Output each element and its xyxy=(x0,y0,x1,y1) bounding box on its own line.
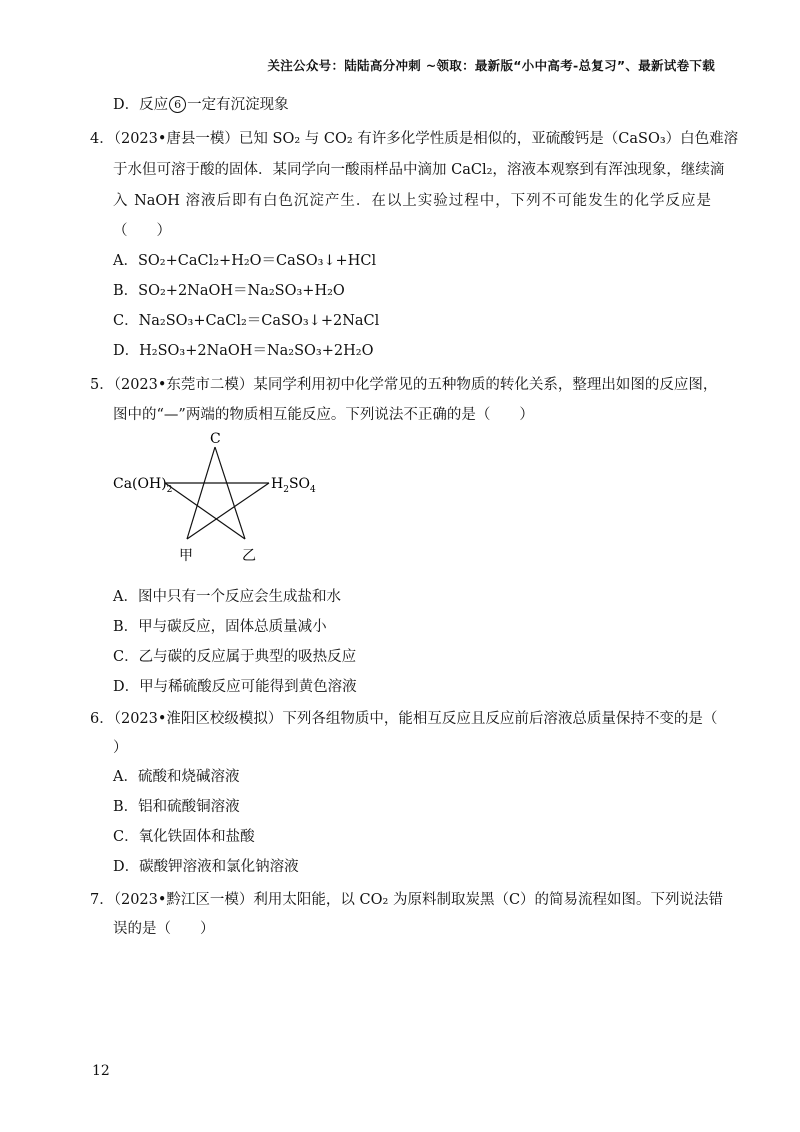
prev-option-d-pre: D．反应 xyxy=(113,97,169,113)
q7-stem-line-2: 误的是（ ） xyxy=(113,921,215,937)
label-h2so4 xyxy=(271,476,316,495)
line-caoh2-yi xyxy=(165,483,245,539)
label-c: C xyxy=(210,431,221,447)
label-h2so4-sub2: 4 xyxy=(310,485,316,495)
q6-stem-line-2: ） xyxy=(113,740,128,756)
q5-stem-line-2: 图中的“—”两端的物质相互能反应。下列说法不正确的是（ ） xyxy=(113,407,534,423)
q6-option-d: D．碳酸钾溶液和氯化钠溶液 xyxy=(113,859,299,875)
q4-stem-line-2: 于水但可溶于酸的固体．某同学向一酸雨样品中滴加 CaCl₂，溶液本观察到有浑浊现象，继续滴 xyxy=(113,162,725,178)
q6-option-a: A．硫酸和烧碱溶液 xyxy=(113,769,240,785)
label-caoh2-sub: 2 xyxy=(166,485,173,495)
q4-stem-line-4: （ ） xyxy=(113,223,171,239)
q4-option-b: B．SO₂+2NaOH＝Na₂SO₃+H₂O xyxy=(113,283,345,299)
q6-option-c: C．氧化铁固体和盐酸 xyxy=(113,829,255,845)
q4-stem-line-1: 4．（2023•唐县一模）已知 SO₂ 与 CO₂ 有许多化学性质是相似的，亚硫酸钙是（CaSO₃）白色难溶 xyxy=(90,131,739,147)
q5-option-c: C．乙与碳的反应属于典型的吸热反应 xyxy=(113,649,357,665)
q6-stem-line-1: 6．（2023•淮阳区校级模拟）下列各组物质中，能相互反应且反应前后溶液总质量保持不变的是（ xyxy=(90,711,718,727)
prev-option-d-post: 一定有沉淀现象 xyxy=(187,97,289,113)
q5-option-d: D．甲与稀硫酸反应可能得到黄色溶液 xyxy=(113,679,357,695)
line-c-jia xyxy=(187,447,215,539)
star-reaction-diagram xyxy=(110,428,330,578)
label-h2so4-so: SO xyxy=(288,476,311,492)
circled-number: 6 xyxy=(169,96,186,113)
q4-option-d: D．H₂SO₃+2NaOH＝Na₂SO₃+2H₂O xyxy=(113,343,374,359)
label-caoh2-main: Ca(OH) xyxy=(113,476,167,492)
q4-option-c: C．Na₂SO₃+CaCl₂＝CaSO₃↓+2NaCl xyxy=(113,313,380,329)
label-yi: 乙 xyxy=(242,548,256,564)
page-number: 12 xyxy=(92,1063,110,1079)
prev-option-d xyxy=(113,95,289,115)
line-c-yi xyxy=(215,447,245,539)
label-jia: 甲 xyxy=(179,548,193,564)
star-lines xyxy=(165,447,269,539)
page-header: 关注公众号：陆陆高分冲刺 ~领取：最新版“小中高考-总复习”、最新试卷下载 xyxy=(267,58,715,73)
label-h2so4-h: H xyxy=(271,476,284,492)
q5-option-b: B．甲与碳反应，固体总质量减小 xyxy=(113,619,327,635)
label-h2so4-sub1: 2 xyxy=(283,485,289,495)
q4-stem-line-3: 入 NaOH 溶液后即有白色沉淀产生．在以上实验过程中，下列不可能发生的化学反应是 xyxy=(113,193,711,209)
q5-stem-line-1: 5．（2023•东莞市二模）某同学利用初中化学常见的五种物质的转化关系，整理出如图的反应图， xyxy=(90,377,718,393)
q4-option-a: A．SO₂+CaCl₂+H₂O＝CaSO₃↓+HCl xyxy=(113,253,377,269)
line-h2so4-jia xyxy=(187,483,269,539)
label-caoh2 xyxy=(113,476,172,495)
q7-stem-line-1: 7．（2023•黔江区一模）利用太阳能，以 CO₂ 为原料制取炭黑（C）的简易流程如图。下列说法错 xyxy=(90,892,724,908)
q5-option-a: A．图中只有一个反应会生成盐和水 xyxy=(113,589,341,605)
q6-option-b: B．铝和硫酸铜溶液 xyxy=(113,799,240,815)
